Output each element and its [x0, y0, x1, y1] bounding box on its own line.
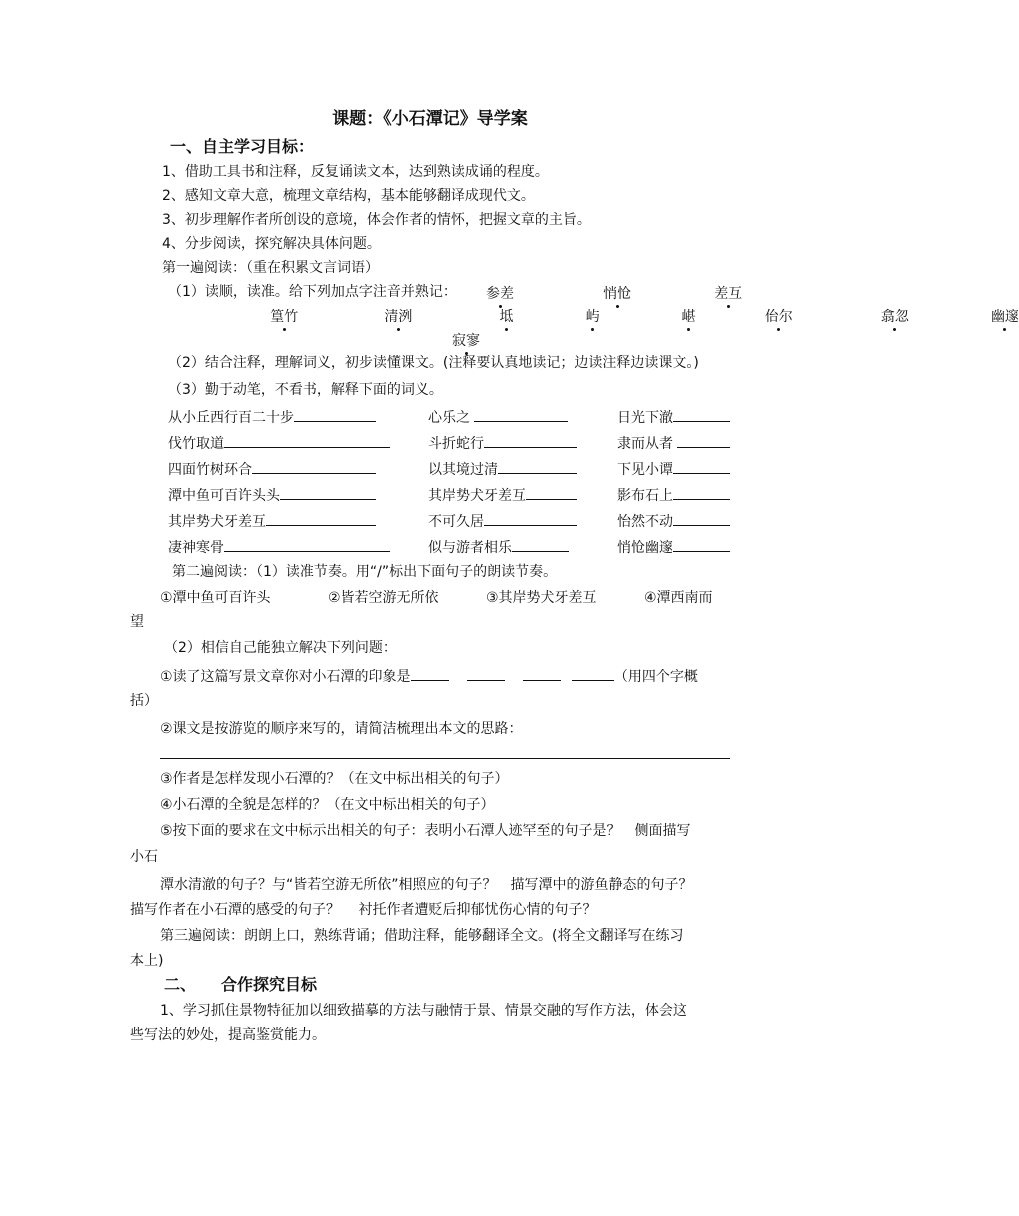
- answer-line: [160, 758, 730, 759]
- qa-3: ③作者是怎样发现小石潭的？（在文中标出相关的句子）: [160, 771, 509, 787]
- vocab-item: 伐竹取道: [168, 433, 390, 453]
- page-title: 课题：《小石潭记》导学案: [332, 109, 528, 129]
- reading3-wrap: 本上): [130, 953, 164, 969]
- vocab-item: 怡然不动: [617, 511, 730, 531]
- goal-1: 1、借助工具书和注释，反复诵读文本，达到熟读成诵的程度。: [162, 164, 549, 180]
- q2b-line: （2）相信自己能独立解决下列问题：: [164, 640, 397, 656]
- rhythm-sentence-1: ①潭中鱼可百许头: [160, 590, 271, 606]
- rhythm-wrap: 望: [130, 614, 144, 630]
- qa-4: ④小石潭的全貌是怎样的？（在文中标出相关的句子）: [160, 797, 495, 813]
- word-qiaochuang: 悄怆: [603, 286, 632, 302]
- vocab-item: 从小丘西行百二十步: [168, 407, 376, 427]
- word-cihu: 差互: [714, 286, 743, 302]
- vocab-item: 影布石上: [617, 485, 730, 505]
- qa-2: ②课文是按游览的顺序来写的，请简洁梳理出本文的思路：: [160, 721, 523, 737]
- qa-5-line3: 描写作者在小石潭的感受的句子？ 衬托作者遭贬后抑郁忧伤心情的句子？: [130, 902, 597, 918]
- section2-goal-1-wrap: 些写法的妙处，提高鉴赏能力。: [130, 1027, 326, 1043]
- word-kan: 嵁: [681, 309, 696, 325]
- vocab-item: 其岸势犬牙差互: [428, 485, 577, 505]
- reading3-line: 第三遍阅读：朗朗上口，熟练背诵；借助注释，能够翻译全文。(将全文翻译写在练习: [160, 928, 684, 944]
- qa-1: ①读了这篇写景文章你对小石潭的印象是 （用四个字概: [160, 666, 698, 686]
- word-yier: 佁尔: [764, 309, 793, 325]
- vocab-item: 潭中鱼可百许头头: [168, 485, 376, 505]
- q1-label: （1）读顺，读准。给下列加点字注音并熟记：: [168, 284, 457, 300]
- reading2-heading: 第二遍阅读：（1）读准节奏。用“/”标出下面句子的朗读节奏。: [172, 564, 558, 580]
- goal-2: 2、感知文章大意，梳理文章结构，基本能够翻译成现代文。: [162, 188, 535, 204]
- reading1-heading: 第一遍阅读：（重在积累文言词语）: [162, 260, 379, 276]
- section2-goal-1: 1、学习抓住景物特征加以细致描摹的方法与融情于景、情景交融的写作方法，体会这: [160, 1003, 687, 1019]
- qa-5-wrap: 小石: [130, 849, 158, 865]
- qa-5-line2: 潭水清澈的句子？与“皆若空游无所依”相照应的句子？ 描写潭中的游鱼静态的句子？: [160, 877, 693, 893]
- word-chi: 坻: [499, 309, 514, 325]
- vocab-item: 不可久居: [428, 511, 577, 531]
- vocab-item: 似与游者相乐: [428, 537, 569, 557]
- vocab-item: 以其境过清: [428, 459, 577, 479]
- rhythm-sentence-3: ③其岸势犬牙差互: [486, 590, 597, 606]
- qa-5: ⑤按下面的要求在文中标示出相关的句子：表明小石潭人迹罕至的句子是？ 侧面描写: [160, 823, 691, 839]
- vocab-item: 四面竹树环合: [168, 459, 376, 479]
- goal-3: 3、初步理解作者所创设的意境，体会作者的情怀，把握文章的主旨。: [162, 212, 591, 228]
- word-xihu: 翕忽: [880, 309, 909, 325]
- word-yu: 屿: [585, 309, 600, 325]
- rhythm-sentence-4: ④潭西南而: [644, 590, 713, 606]
- word-qinglie: 清洌: [384, 309, 413, 325]
- qa-1-wrap: 括）: [130, 693, 158, 709]
- vocab-item: 心乐之: [428, 407, 568, 427]
- rhythm-sentence-2: ②皆若空游无所依: [328, 590, 439, 606]
- vocab-item: 凄神寒骨: [168, 537, 390, 557]
- word-cenci: 参差: [486, 286, 514, 302]
- q2-line: （2）结合注释，理解词义，初步读懂课文。(注释要认真地读记；边读注释边读课文。): [168, 355, 699, 371]
- vocab-item: 悄怆幽邃: [617, 537, 730, 557]
- q3-line: （3）勤于动笔，不看书，解释下面的词义。: [168, 382, 443, 398]
- word-jiliao: 寂寥: [452, 333, 481, 349]
- section1-heading: 一、自主学习目标：: [170, 137, 315, 156]
- word-huangzhu: 篁竹: [270, 309, 299, 325]
- word-yousui: 幽邃: [990, 309, 1019, 325]
- vocab-item: 隶而从者: [617, 433, 730, 453]
- goal-4: 4、分步阅读，探究解决具体问题。: [162, 236, 381, 252]
- vocab-item: 其岸势犬牙差互: [168, 511, 376, 531]
- section2-heading-number: 二、: [164, 975, 197, 994]
- vocab-item: 日光下澈: [617, 407, 730, 427]
- vocab-item: 斗折蛇行: [428, 433, 577, 453]
- section2-heading: 合作探究目标: [221, 975, 318, 994]
- vocab-item: 下见小谭: [617, 459, 730, 479]
